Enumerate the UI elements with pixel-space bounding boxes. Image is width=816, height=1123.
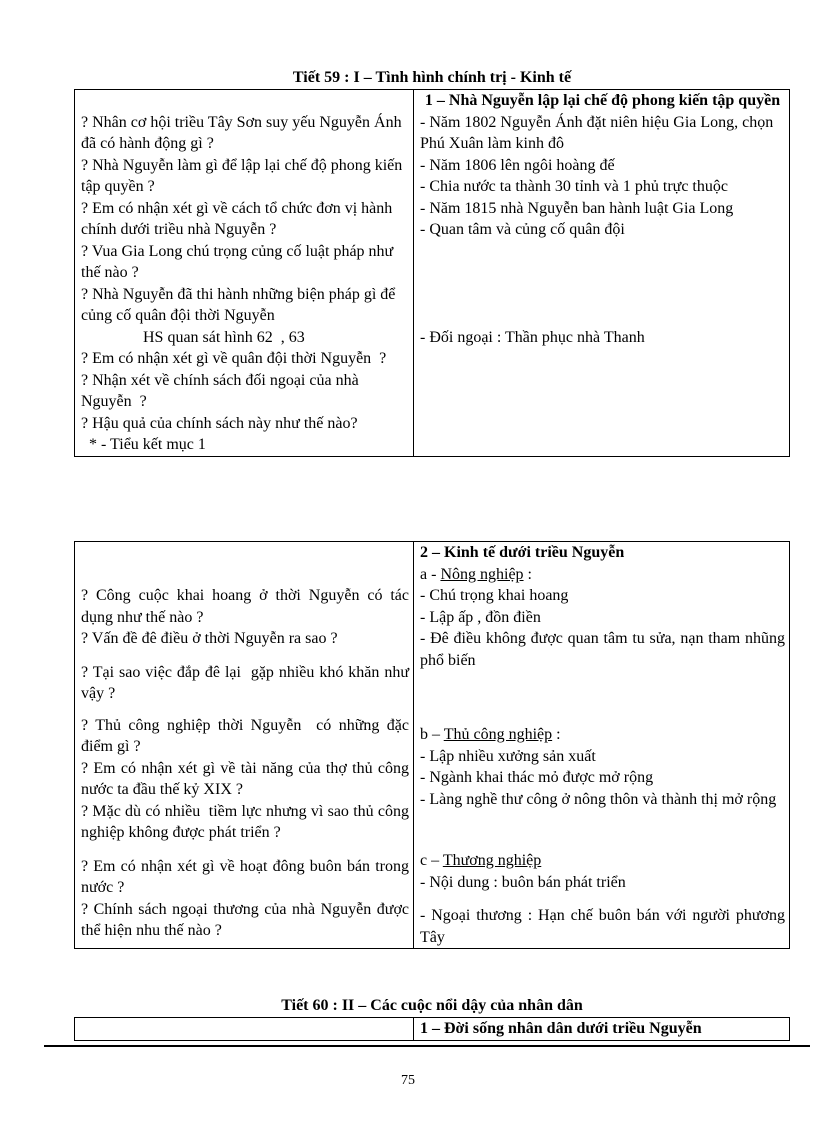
question-item: ? Nhân cơ hội triều Tây Sơn suy yếu Nguyễn Ánh đã có hành động gì ? bbox=[81, 113, 406, 152]
content-item: - Lập ấp , đồn điền bbox=[420, 608, 541, 626]
section-title: 1 – Nhà Nguyễn lập lại chế độ phong kiến tập quyền bbox=[424, 92, 781, 109]
subsection-handicraft: b – Thủ công nghiệp : bbox=[420, 726, 561, 743]
question-item: ? Mặc dù có nhiều tiềm lực nhưng vì sao thủ công nghiệp không được phát triển ? bbox=[81, 802, 413, 841]
question-item: HS quan sát hình 62 , 63 bbox=[143, 328, 305, 346]
lesson-60-heading: Tiết 60 : II – Các cuộc nổi dậy của nhân dân bbox=[281, 997, 583, 1014]
section-title: 1 – Đời sống nhân dân dưới triều Nguyễn bbox=[420, 1020, 702, 1037]
subsection-agriculture: a - Nông nghiệp : bbox=[420, 565, 532, 583]
page-number: 75 bbox=[401, 1073, 415, 1088]
subsection-commerce: c – Thương nghiệp bbox=[420, 852, 542, 869]
page-divider bbox=[44, 1045, 810, 1047]
section-title: 2 – Kinh tế dưới triều Nguyễn bbox=[420, 544, 625, 561]
lesson-59-table bbox=[74, 89, 790, 457]
questions-column bbox=[75, 90, 414, 457]
content-item: - Đê điều không được quan tâm tu sửa, nạn tham nhũng phổ biến bbox=[420, 630, 789, 669]
content-item: - Ngoại thương : Hạn chế buôn bán với người phương Tây bbox=[420, 907, 789, 946]
content-column bbox=[414, 90, 790, 457]
content-item: - Năm 1815 nhà Nguyễn ban hành luật Gia Long bbox=[420, 199, 734, 217]
question-item: ? Tại sao việc đắp đê lại gặp nhiều khó khăn như vậy ? bbox=[81, 663, 413, 702]
question-item: ? Vua Gia Long chú trọng củng cố luật pháp như thế nào ? bbox=[81, 242, 398, 281]
question-item: ? Thủ công nghiệp thời Nguyễn có những đặc điểm gì ? bbox=[81, 716, 413, 755]
content-item: - Quan tâm và củng cố quân đội bbox=[420, 221, 625, 238]
content-item: - Chia nước ta thành 30 tỉnh và 1 phủ trực thuộc bbox=[420, 178, 728, 195]
lesson-60-table bbox=[74, 1017, 790, 1041]
question-item: ? Em có nhận xét gì về cách tổ chức đơn vị hành chính dưới triều nhà Nguyễn ? bbox=[81, 199, 397, 238]
question-item: ? Em có nhận xét gì về tài năng của thợ thủ công nước ta đầu thế kỷ XIX ? bbox=[81, 759, 413, 798]
lesson-59-heading: Tiết 59 : I – Tình hình chính trị - Kinh tế bbox=[292, 69, 572, 86]
question-item: ? Công cuộc khai hoang ở thời Nguyễn có tác dụng như thế nào ? bbox=[81, 587, 413, 626]
content-item: - Làng nghề thư công ở nông thôn và thành thị mở rộng bbox=[420, 790, 777, 808]
question-item: ? Hậu quả của chính sách này như thế nào? bbox=[81, 414, 358, 432]
question-item: ? Nhận xét về chính sách đối ngoại của nhà Nguyễn ? bbox=[81, 371, 363, 410]
question-item: ? Em có nhận xét gì về hoạt đông buôn bán trong nước ? bbox=[81, 857, 413, 896]
content-item: - Lập nhiều xưởng sản xuất bbox=[420, 747, 596, 765]
content-item: - Năm 1806 lên ngôi hoàng đế bbox=[420, 156, 615, 174]
question-item: ? Vấn đề đê điều ở thời Nguyễn ra sao ? bbox=[81, 630, 338, 647]
content-item: - Chú trọng khai hoang bbox=[420, 587, 569, 604]
question-item: ? Nhà Nguyễn làm gì để lập lại chế độ phong kiến tập quyền ? bbox=[81, 156, 407, 195]
question-item: ? Nhà Nguyễn đã thi hành những biện pháp gì để củng cố quân đội thời Nguyễn bbox=[81, 285, 400, 324]
question-item: ? Em có nhận xét gì về quân đội thời Nguyễn ? bbox=[81, 350, 387, 367]
content-column bbox=[414, 542, 790, 949]
content-item: - Năm 1802 Nguyễn Ánh đặt niên hiệu Gia Long, chọn Phú Xuân làm kinh đô bbox=[420, 113, 778, 152]
economy-table bbox=[74, 541, 790, 949]
summary-note: * - Tiểu kết mục 1 bbox=[81, 436, 206, 453]
questions-column bbox=[75, 542, 414, 949]
questions-column bbox=[75, 1018, 414, 1041]
content-item: - Nội dung : buôn bán phát triển bbox=[420, 873, 626, 891]
content-column bbox=[414, 1018, 790, 1041]
content-item: - Đối ngoại : Thần phục nhà Thanh bbox=[420, 328, 645, 346]
content-item: - Ngành khai thác mỏ được mở rộng bbox=[420, 769, 654, 786]
question-item: ? Chính sách ngoại thương của nhà Nguyễn được thể hiện nhu thế nào ? bbox=[81, 900, 413, 939]
